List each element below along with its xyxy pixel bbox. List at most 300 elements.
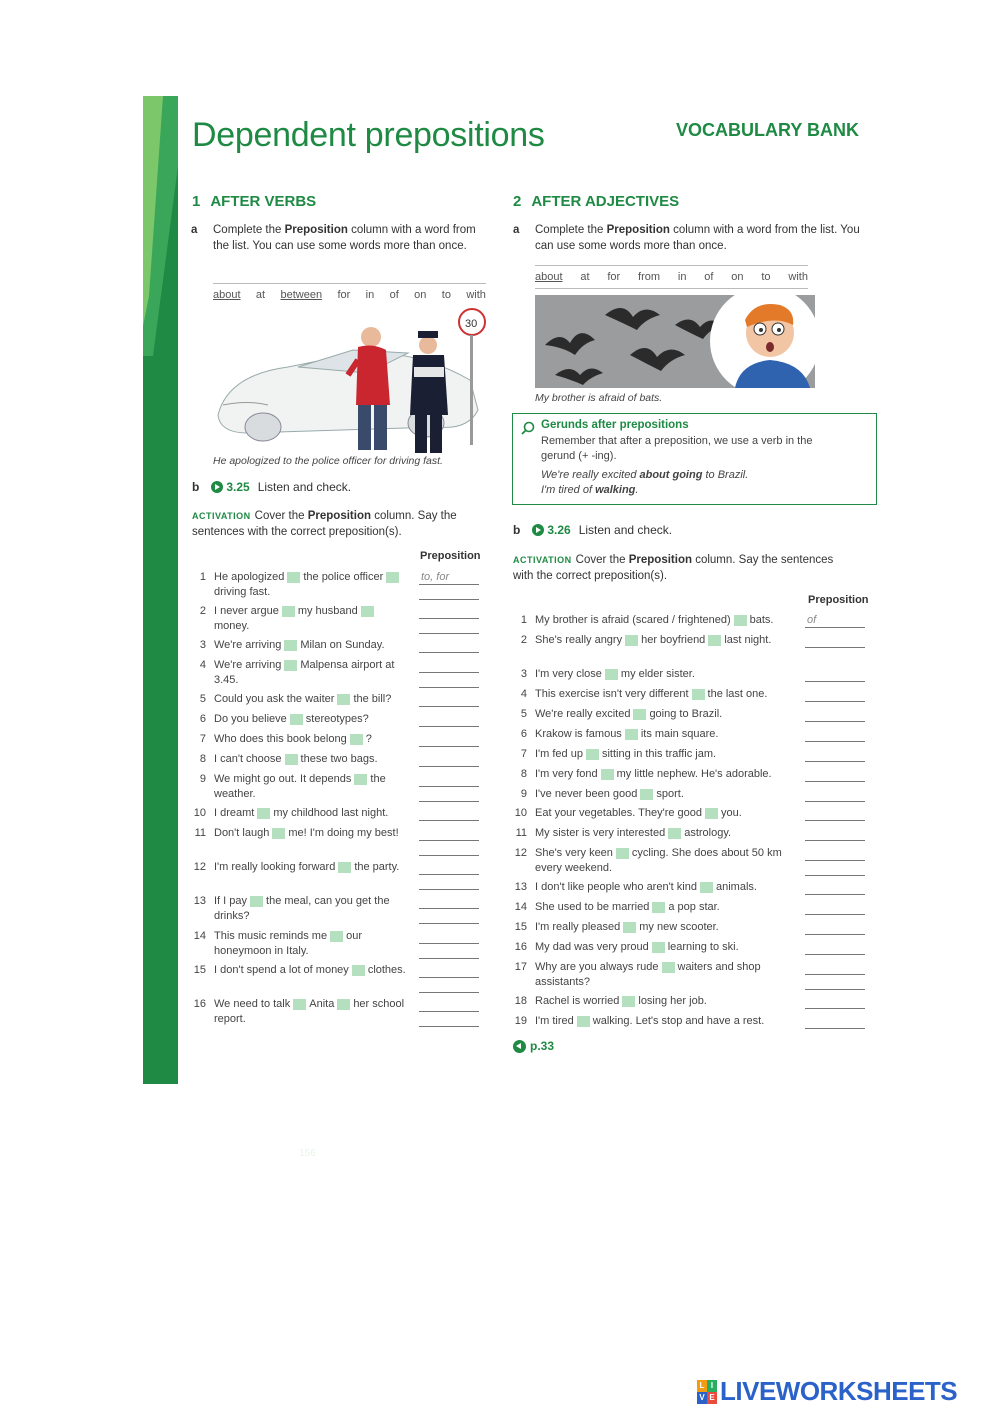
section2-activation-text: Cover the Preposition column. Say the sentences with the correct preposition(s). xyxy=(513,554,834,582)
item-number: 10 xyxy=(514,807,527,819)
item-sentence xyxy=(535,880,805,895)
sentence-fragment: I don't spend a lot of money xyxy=(214,964,349,976)
answer-line[interactable] xyxy=(419,726,479,727)
sentence-fragment: losing her job. xyxy=(638,995,707,1007)
item-sentence xyxy=(214,752,409,767)
logo-block: E xyxy=(707,1392,717,1404)
logo-block: V xyxy=(697,1392,707,1404)
item-number: 5 xyxy=(520,708,527,720)
gap-box[interactable] xyxy=(577,1016,590,1027)
answer-line[interactable] xyxy=(419,855,479,856)
gap-box[interactable] xyxy=(361,606,374,617)
answer-line[interactable] xyxy=(419,706,479,707)
sentence-fragment: cycling. She does about 50 km every weekend. xyxy=(535,847,782,874)
answer-line[interactable] xyxy=(419,746,479,747)
sentence-fragment: I can't choose xyxy=(214,753,282,765)
item-number: 6 xyxy=(199,713,206,725)
section2-caption: My brother is afraid of bats. xyxy=(535,392,663,404)
sentence-fragment: I never argue xyxy=(214,605,279,617)
item-number: 2 xyxy=(520,634,527,646)
section2-activation xyxy=(513,552,843,584)
sentence-fragment: the party. xyxy=(354,861,400,873)
word-option: between xyxy=(280,289,323,301)
item-sentence xyxy=(535,994,805,1009)
sentence-fragment: This exercise isn't very different xyxy=(535,688,689,700)
answer-line[interactable] xyxy=(419,889,479,890)
item-sentence xyxy=(535,613,805,628)
sentence-fragment: its main square. xyxy=(640,728,719,740)
sentence-fragment: these two bags. xyxy=(300,753,378,765)
item-number: 3 xyxy=(520,668,527,680)
gerunds-tip-box xyxy=(512,413,877,505)
answer-line[interactable] xyxy=(419,618,479,619)
sentence-fragment: Could you ask the waiter xyxy=(214,693,335,705)
item-number: 4 xyxy=(520,688,527,700)
answer-line[interactable] xyxy=(805,875,865,876)
gap-box[interactable] xyxy=(284,660,297,671)
gap-box[interactable] xyxy=(652,942,665,953)
sentence-fragment: learning to ski. xyxy=(667,941,739,953)
leaf-decoration xyxy=(143,96,178,356)
gap-box[interactable] xyxy=(622,996,635,1007)
sentence-fragment: Anita xyxy=(309,998,335,1010)
section2-preposition-header: Preposition xyxy=(808,594,869,606)
answer-line[interactable] xyxy=(419,1011,479,1012)
sentence-fragment: walking. Let's stop and have a rest. xyxy=(592,1015,765,1027)
item-number: 1 xyxy=(520,614,527,626)
section2-a-letter: a xyxy=(513,224,520,236)
section1-a-letter: a xyxy=(191,224,198,236)
word-option: at xyxy=(580,271,590,283)
item-number: 15 xyxy=(514,921,527,933)
item-number: 11 xyxy=(515,827,527,839)
section1-b-letter: b xyxy=(192,480,200,494)
sentence-fragment: Do you believe xyxy=(214,713,287,725)
sentence-fragment: you. xyxy=(721,807,742,819)
section1-preposition-header: Preposition xyxy=(420,550,481,562)
gap-box[interactable] xyxy=(386,572,399,583)
gap-box[interactable] xyxy=(352,965,365,976)
word-option: on xyxy=(414,289,427,301)
item-sentence xyxy=(535,900,805,915)
sentence-fragment: Who does this book belong xyxy=(214,733,347,745)
item-sentence xyxy=(535,787,805,802)
word-option: from xyxy=(638,271,661,283)
gap-box[interactable] xyxy=(668,828,681,839)
sentence-fragment: I don't like people who aren't kind xyxy=(535,881,697,893)
sentence-fragment: bats. xyxy=(749,614,774,626)
answer-line[interactable] xyxy=(805,914,865,915)
item-sentence xyxy=(535,747,805,762)
sentence-fragment: She used to be married xyxy=(535,901,650,913)
gap-box[interactable] xyxy=(705,808,718,819)
section2-number: 2 xyxy=(513,193,522,210)
answer-line[interactable] xyxy=(805,761,865,762)
gap-box[interactable] xyxy=(640,789,653,800)
gap-box[interactable] xyxy=(662,962,675,973)
item-number: 7 xyxy=(520,748,527,760)
page-title: Dependent prepositions xyxy=(192,116,545,154)
sentence-fragment: I'm very fond xyxy=(535,768,598,780)
gap-box[interactable] xyxy=(250,896,263,907)
item-number: 16 xyxy=(193,998,206,1010)
answer-line[interactable] xyxy=(805,781,865,782)
sentence-fragment: sport. xyxy=(656,788,684,800)
sentence-fragment: Milan on Sunday. xyxy=(300,639,385,651)
sentence-fragment: my husband xyxy=(297,605,358,617)
sentence-fragment: We need to talk xyxy=(214,998,291,1010)
gap-box[interactable] xyxy=(257,808,270,819)
gap-box[interactable] xyxy=(734,615,747,626)
sentence-fragment: ? xyxy=(365,733,372,745)
answer-text: to, for xyxy=(421,571,450,583)
item-number: 5 xyxy=(199,693,206,705)
section2-audio-code: 3.26 xyxy=(547,523,571,537)
sentence-fragment: stereotypes? xyxy=(305,713,369,725)
sentence-fragment: the meal, can you get the drinks? xyxy=(214,895,390,922)
answer-line[interactable] xyxy=(805,801,865,802)
item-number: 14 xyxy=(193,930,206,942)
item-sentence xyxy=(214,712,409,727)
gap-box[interactable] xyxy=(337,999,350,1010)
word-option: at xyxy=(255,289,266,301)
gap-box[interactable] xyxy=(272,828,285,839)
item-sentence xyxy=(214,806,409,821)
item-number: 13 xyxy=(193,895,206,907)
answer-line[interactable] xyxy=(805,1028,865,1029)
section1-activation xyxy=(192,508,482,540)
gap-box[interactable] xyxy=(625,635,638,646)
audio-icon[interactable] xyxy=(532,524,544,536)
vocabulary-bank-label: VOCABULARY BANK xyxy=(676,120,860,140)
answer-line[interactable] xyxy=(805,954,865,955)
section2-wordlist xyxy=(535,265,808,289)
item-sentence xyxy=(535,920,805,935)
answer-line[interactable] xyxy=(805,934,865,935)
gap-box[interactable] xyxy=(293,999,306,1010)
answer-line[interactable] xyxy=(805,741,865,742)
answer-line[interactable] xyxy=(805,989,865,990)
sentence-fragment: going to Brazil. xyxy=(649,708,723,720)
answer-line[interactable] xyxy=(419,923,479,924)
section1-listen xyxy=(192,480,351,494)
item-sentence xyxy=(214,860,409,875)
sentence-fragment: My sister is very interested xyxy=(535,827,666,839)
sentence-fragment: Don't laugh xyxy=(214,827,270,839)
answer-text: of xyxy=(807,614,817,626)
gap-box[interactable] xyxy=(692,689,705,700)
gap-box[interactable] xyxy=(586,749,599,760)
item-number: 14 xyxy=(514,901,527,913)
sentence-fragment: We're arriving xyxy=(214,659,282,671)
answer-line[interactable] xyxy=(419,786,479,787)
section2-b-letter: b xyxy=(513,523,521,537)
sentence-fragment: the bill? xyxy=(353,693,392,705)
sentence-fragment: I dreamt xyxy=(214,807,255,819)
tip-line-1: Remember that after a preposition, we use a verb in the xyxy=(541,435,813,447)
item-sentence xyxy=(214,894,409,924)
gap-box[interactable] xyxy=(282,606,295,617)
sentence-fragment: my new scooter. xyxy=(639,921,719,933)
answer-line[interactable] xyxy=(805,820,865,821)
item-sentence xyxy=(535,806,805,821)
sentence-fragment: I'm fed up xyxy=(535,748,583,760)
item-number: 16 xyxy=(514,941,527,953)
section2-instruction xyxy=(513,222,877,254)
item-sentence xyxy=(214,772,409,802)
gap-box[interactable] xyxy=(350,734,363,745)
item-sentence xyxy=(535,667,805,682)
answer-line[interactable] xyxy=(805,701,865,702)
section1-instruction xyxy=(191,222,483,254)
item-sentence xyxy=(535,727,805,742)
item-number: 18 xyxy=(514,995,527,1007)
answer-line[interactable] xyxy=(805,1008,865,1009)
gap-box[interactable] xyxy=(330,931,343,942)
section1-caption: He apologized to the police officer for driving fast. xyxy=(213,455,443,467)
item-sentence xyxy=(535,687,805,702)
section1-a-text: Complete the Preposition column with a word from the list. You can use some words more than once. xyxy=(213,224,476,252)
sentence-fragment: money. xyxy=(214,620,250,632)
sentence-fragment: We're really excited xyxy=(535,708,631,720)
sentence-fragment: If I pay xyxy=(214,895,248,907)
car-police-illustration xyxy=(208,305,486,455)
sentence-fragment: Eat your vegetables. They're good xyxy=(535,807,703,819)
item-sentence xyxy=(214,929,409,959)
item-number: 8 xyxy=(520,768,527,780)
sentence-fragment: the police officer xyxy=(303,571,384,583)
answer-line[interactable] xyxy=(419,801,479,802)
word-option: of xyxy=(389,289,399,301)
sentence-fragment: We're arriving xyxy=(214,639,282,651)
gap-box[interactable] xyxy=(284,640,297,651)
sentence-fragment: My dad was very proud xyxy=(535,941,649,953)
sentence-fragment: sitting in this traffic jam. xyxy=(601,748,717,760)
word-option: about xyxy=(213,289,241,301)
answer-line[interactable] xyxy=(805,681,865,682)
audio-icon[interactable] xyxy=(211,481,223,493)
answer-line[interactable] xyxy=(805,721,865,722)
sentence-fragment: This music reminds me xyxy=(214,930,328,942)
sentence-fragment: Krakow is famous xyxy=(535,728,622,740)
logo-block: L xyxy=(697,1380,707,1392)
sentence-fragment: My brother is afraid (scared / frightened) xyxy=(535,614,731,626)
item-sentence xyxy=(535,633,805,648)
section2-heading xyxy=(513,193,679,210)
sentence-fragment: She's really angry xyxy=(535,634,623,646)
section2-title: AFTER ADJECTIVES xyxy=(531,193,680,210)
item-sentence xyxy=(214,604,409,634)
word-option: for xyxy=(607,271,621,283)
answer-line[interactable] xyxy=(419,840,479,841)
item-number: 7 xyxy=(199,733,206,745)
word-option: with xyxy=(466,289,486,301)
sentence-fragment: animals. xyxy=(715,881,757,893)
item-number: 17 xyxy=(514,961,527,973)
tip-example-2: I'm tired of walking. xyxy=(541,484,639,496)
gap-box[interactable] xyxy=(338,862,351,873)
answer-line[interactable] xyxy=(419,820,479,821)
sentence-fragment: I've never been good xyxy=(535,788,638,800)
item-sentence xyxy=(535,960,805,990)
gap-box[interactable] xyxy=(625,729,638,740)
item-sentence xyxy=(214,732,409,747)
gap-box[interactable] xyxy=(633,709,646,720)
answer-line[interactable] xyxy=(805,647,865,648)
item-number: 1 xyxy=(199,571,206,583)
activation-label: ACTIVATION xyxy=(192,511,251,521)
item-sentence xyxy=(214,570,409,600)
liveworksheets-brand xyxy=(697,1376,957,1407)
gap-box[interactable] xyxy=(700,882,713,893)
sentence-fragment: me! I'm doing my best! xyxy=(288,827,399,839)
gap-box[interactable] xyxy=(652,902,665,913)
sentence-fragment: Rachel is worried xyxy=(535,995,620,1007)
word-option: about xyxy=(535,271,563,283)
item-number: 8 xyxy=(199,753,206,765)
item-sentence xyxy=(214,997,409,1027)
item-number: 11 xyxy=(194,827,206,839)
sentence-fragment: my childhood last night. xyxy=(273,807,389,819)
sentence-fragment: driving fast. xyxy=(214,586,271,598)
item-number: 12 xyxy=(193,861,206,873)
item-number: 2 xyxy=(199,605,206,617)
sentence-fragment: our honeymoon in Italy. xyxy=(214,930,362,957)
item-sentence xyxy=(214,658,409,688)
item-number: 13 xyxy=(514,881,527,893)
item-sentence xyxy=(535,826,805,841)
gap-box[interactable] xyxy=(605,669,618,680)
answer-line[interactable] xyxy=(419,599,479,600)
item-sentence xyxy=(214,963,409,978)
word-option: for xyxy=(337,289,351,301)
word-option: to xyxy=(441,289,451,301)
bats-boy-illustration xyxy=(535,295,877,388)
answer-line[interactable] xyxy=(805,894,865,895)
item-number: 15 xyxy=(193,964,206,976)
answer-line[interactable] xyxy=(419,1026,479,1027)
answer-line[interactable] xyxy=(419,766,479,767)
item-number: 6 xyxy=(520,728,527,740)
sentence-fragment: her school report. xyxy=(214,998,405,1025)
section2-listen xyxy=(513,523,672,537)
answer-line[interactable] xyxy=(419,874,479,875)
item-sentence xyxy=(535,940,805,955)
answer-line[interactable] xyxy=(805,840,865,841)
back-arrow-icon xyxy=(513,1040,526,1053)
word-option: with xyxy=(788,271,808,283)
sentence-fragment: I'm tired xyxy=(535,1015,574,1027)
item-sentence xyxy=(535,707,805,722)
sentence-fragment: clothes. xyxy=(367,964,406,976)
sentence-fragment: She's very keen xyxy=(535,847,613,859)
section2-a-text: Complete the Preposition column with a word from the list. You can use some words more than once. xyxy=(535,224,860,252)
sentence-fragment: Malpensa airport at 3.45. xyxy=(214,659,395,686)
section1-title: AFTER VERBS xyxy=(210,193,317,210)
section1-wordlist xyxy=(213,283,486,307)
item-sentence xyxy=(214,692,409,707)
item-sentence xyxy=(535,1014,805,1029)
item-sentence xyxy=(535,846,805,876)
liveworksheets-logo-icon xyxy=(697,1380,717,1404)
answer-line[interactable] xyxy=(419,672,479,673)
item-number: 10 xyxy=(193,807,206,819)
gap-box[interactable] xyxy=(623,922,636,933)
answer-line[interactable] xyxy=(419,687,479,688)
item-sentence xyxy=(214,826,409,841)
item-sentence xyxy=(214,638,409,653)
page-number: 156 xyxy=(299,1148,316,1159)
item-number: 9 xyxy=(199,773,206,785)
gap-box[interactable] xyxy=(290,714,303,725)
answer-line[interactable] xyxy=(419,652,479,653)
svg-text:30: 30 xyxy=(465,318,478,330)
word-option: in xyxy=(677,271,687,283)
sentence-fragment: my elder sister. xyxy=(620,668,695,680)
item-number: 9 xyxy=(520,788,527,800)
section1-activation-text: Cover the Preposition column. Say the sentences with the correct preposition(s). xyxy=(192,510,457,538)
word-option: in xyxy=(365,289,375,301)
gap-box[interactable] xyxy=(616,848,629,859)
sentence-fragment: the weather. xyxy=(214,773,386,800)
sentence-fragment: waiters and shop assistants? xyxy=(535,961,761,988)
item-number: 4 xyxy=(199,659,206,671)
section1-b-text: Listen and check. xyxy=(257,480,352,494)
sentence-fragment: Why are you always rude xyxy=(535,961,659,973)
tip-example-1: We're really excited about going to Brazil. xyxy=(541,469,749,481)
answer-line[interactable] xyxy=(419,992,479,993)
gap-box[interactable] xyxy=(354,774,367,785)
sentence-fragment: my little nephew. He's adorable. xyxy=(616,768,772,780)
page-reference[interactable]: p.33 xyxy=(513,1039,554,1053)
sentence-fragment: the last one. xyxy=(707,688,768,700)
sentence-fragment: last night. xyxy=(724,634,772,646)
gap-box[interactable] xyxy=(287,572,300,583)
sentence-fragment: I'm very close xyxy=(535,668,602,680)
sentence-fragment: her boyfriend xyxy=(641,634,706,646)
gap-box[interactable] xyxy=(285,754,298,765)
tip-title: Gerunds after prepositions xyxy=(541,419,689,431)
word-option: to xyxy=(761,271,771,283)
answer-line[interactable] xyxy=(419,633,479,634)
word-option: of xyxy=(704,271,714,283)
word-option: on xyxy=(731,271,744,283)
answer-line[interactable] xyxy=(419,908,479,909)
tip-line-2: gerund (+ -ing). xyxy=(541,450,617,462)
item-number: 19 xyxy=(514,1015,527,1027)
activation-label: ACTIVATION xyxy=(513,555,572,565)
answer-line[interactable] xyxy=(419,958,479,959)
gap-box[interactable] xyxy=(337,694,350,705)
sentence-fragment: a pop star. xyxy=(668,901,720,913)
sentence-fragment: He apologized xyxy=(214,571,285,583)
section1-audio-code: 3.25 xyxy=(226,480,250,494)
answer-line[interactable] xyxy=(419,943,479,944)
item-number: 3 xyxy=(199,639,206,651)
gap-box[interactable] xyxy=(601,769,614,780)
section2-b-text: Listen and check. xyxy=(578,523,673,537)
sentence-fragment: astrology. xyxy=(684,827,732,839)
answer-line[interactable] xyxy=(805,860,865,861)
magnifier-icon xyxy=(521,421,535,435)
sentence-fragment: I'm really pleased xyxy=(535,921,621,933)
item-number: 12 xyxy=(514,847,527,859)
sentence-fragment: I'm really looking forward xyxy=(214,861,336,873)
gap-box[interactable] xyxy=(708,635,721,646)
section1-number: 1 xyxy=(192,193,201,210)
answer-line[interactable] xyxy=(419,977,479,978)
answer-line[interactable] xyxy=(805,974,865,975)
